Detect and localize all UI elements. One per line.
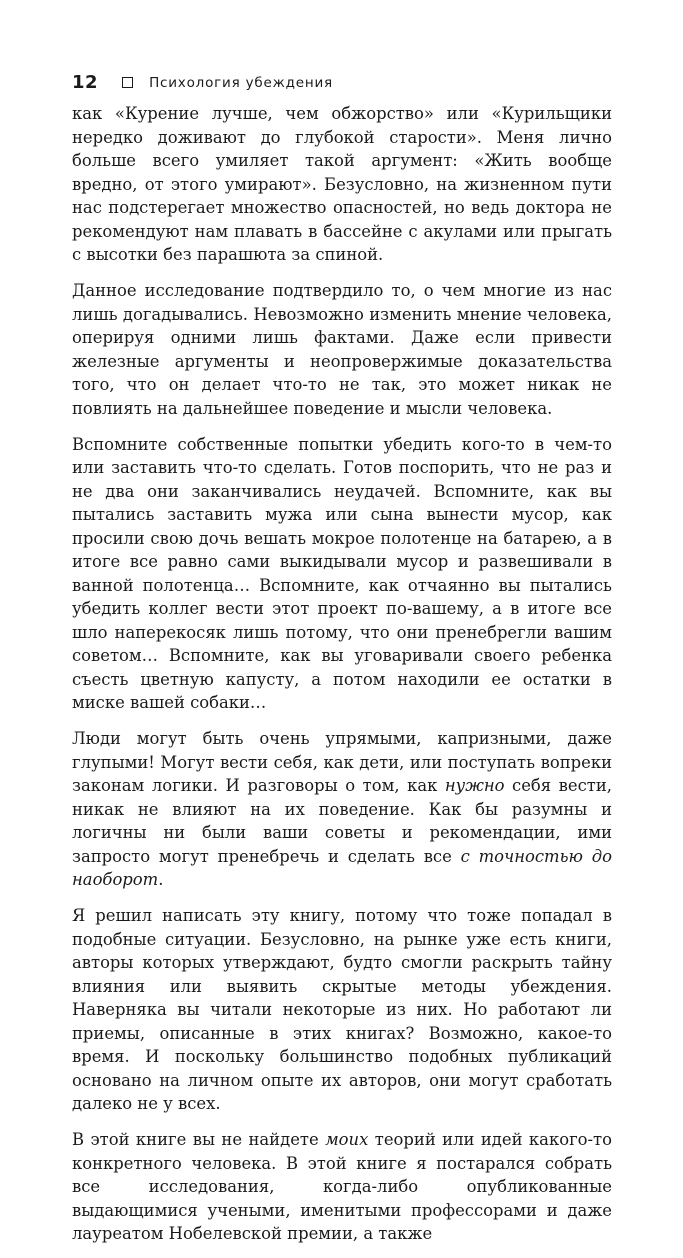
paragraph	[72, 904, 612, 1116]
paragraph	[72, 1128, 612, 1246]
text-run: Я решил написать эту книгу, потому что тоже попадал в подобные ситуации. Безусловно, на рынке уже есть книги, авторы которых утверждают, будто смогли раскрыть тайну влияния или выявить скрытые методы убеждения. Наверняка вы читали некоторые из них. Но работают ли приемы, описанные в этих книгах? Возможно, какое-то время. И поскольку большинство подобных публикаций основано на личном опыте их авторов, они могут сработать далеко не у всех.	[72, 906, 612, 1113]
text-run: Люди могут быть очень упрямыми, капризными, даже глупыми! Могут вести себя, как дети, или поступать вопреки законам логики. И разговоры о том, как	[72, 729, 612, 795]
paragraph	[72, 102, 612, 267]
text-run: Данное исследование подтвердило то, о чем многие из нас лишь догадывались. Невозможно изменить мнение человека, оперируя одними лишь фактами. Даже если привести железные аргументы и неопровержимые доказательства того, что он делает что-то не так, это может никак не повлиять на дальнейшее поведение и мысли человека.	[72, 281, 612, 418]
paragraph	[72, 727, 612, 892]
running-title: Психология убеждения	[149, 74, 333, 91]
text-run: В этой книге вы не найдете	[72, 1130, 326, 1149]
page-number: 12	[72, 72, 99, 93]
italic-text: с точностью до наоборот	[72, 846, 613, 889]
paragraph	[72, 279, 612, 420]
italic-text: моих	[325, 1130, 369, 1149]
text-run: теорий или идей какого-то конкретного человека. В этой книге я постарался собрать все исследования, когда-либо опубликованные выдающимися учеными, именитыми профессорами и даже лауреатом Нобелевской премии, а также	[72, 1130, 612, 1243]
text-run: как «Курение лучше, чем обжорство» или «Курильщики нередко доживают до глубокой старости». Меня лично больше всего умиляет такой аргумент: «Жить вообще вредно, от этого умирают». Безусловно, на жизненном пути нас подстерегает множество опасностей, но ведь доктора не рекомендуют нам плавать в бассейне с акулами или прыгать с высотки без парашюта за спиной.	[72, 104, 612, 264]
square-icon	[122, 77, 133, 88]
page-header	[72, 72, 333, 93]
text-run: .	[158, 870, 164, 889]
text-run: себя вести, никак не влияют на их поведение. Как бы разумны и логичны ни были ваши советы и рекомендации, ими запросто могут пренебречь и сделать все	[72, 776, 612, 866]
text-run: Вспомните собственные попытки убедить кого-то в чем-то или заставить что-то сделать. Готов поспорить, что не раз и не два они заканчивались неудачей. Вспомните, как вы пытались заставить мужа или сына вынести мусор, как просили свою дочь вешать мокрое полотенце на батарею, а в итоге все равно сами выкидывали мусор и развешивали в ванной полотенца… Вспомните, как отчаянно вы пытались убедить коллег вести этот проект по-вашему, а в итоге все шло наперекосяк лишь потому, что они пренебрегли вашим советом… Вспомните, как вы уговаривали своего ребенка съесть цветную капусту, а потом находили ее остатки в миске вашей собаки…	[72, 434, 612, 712]
body-text	[72, 102, 612, 1258]
paragraph	[72, 433, 612, 715]
italic-text: нужно	[444, 776, 505, 795]
